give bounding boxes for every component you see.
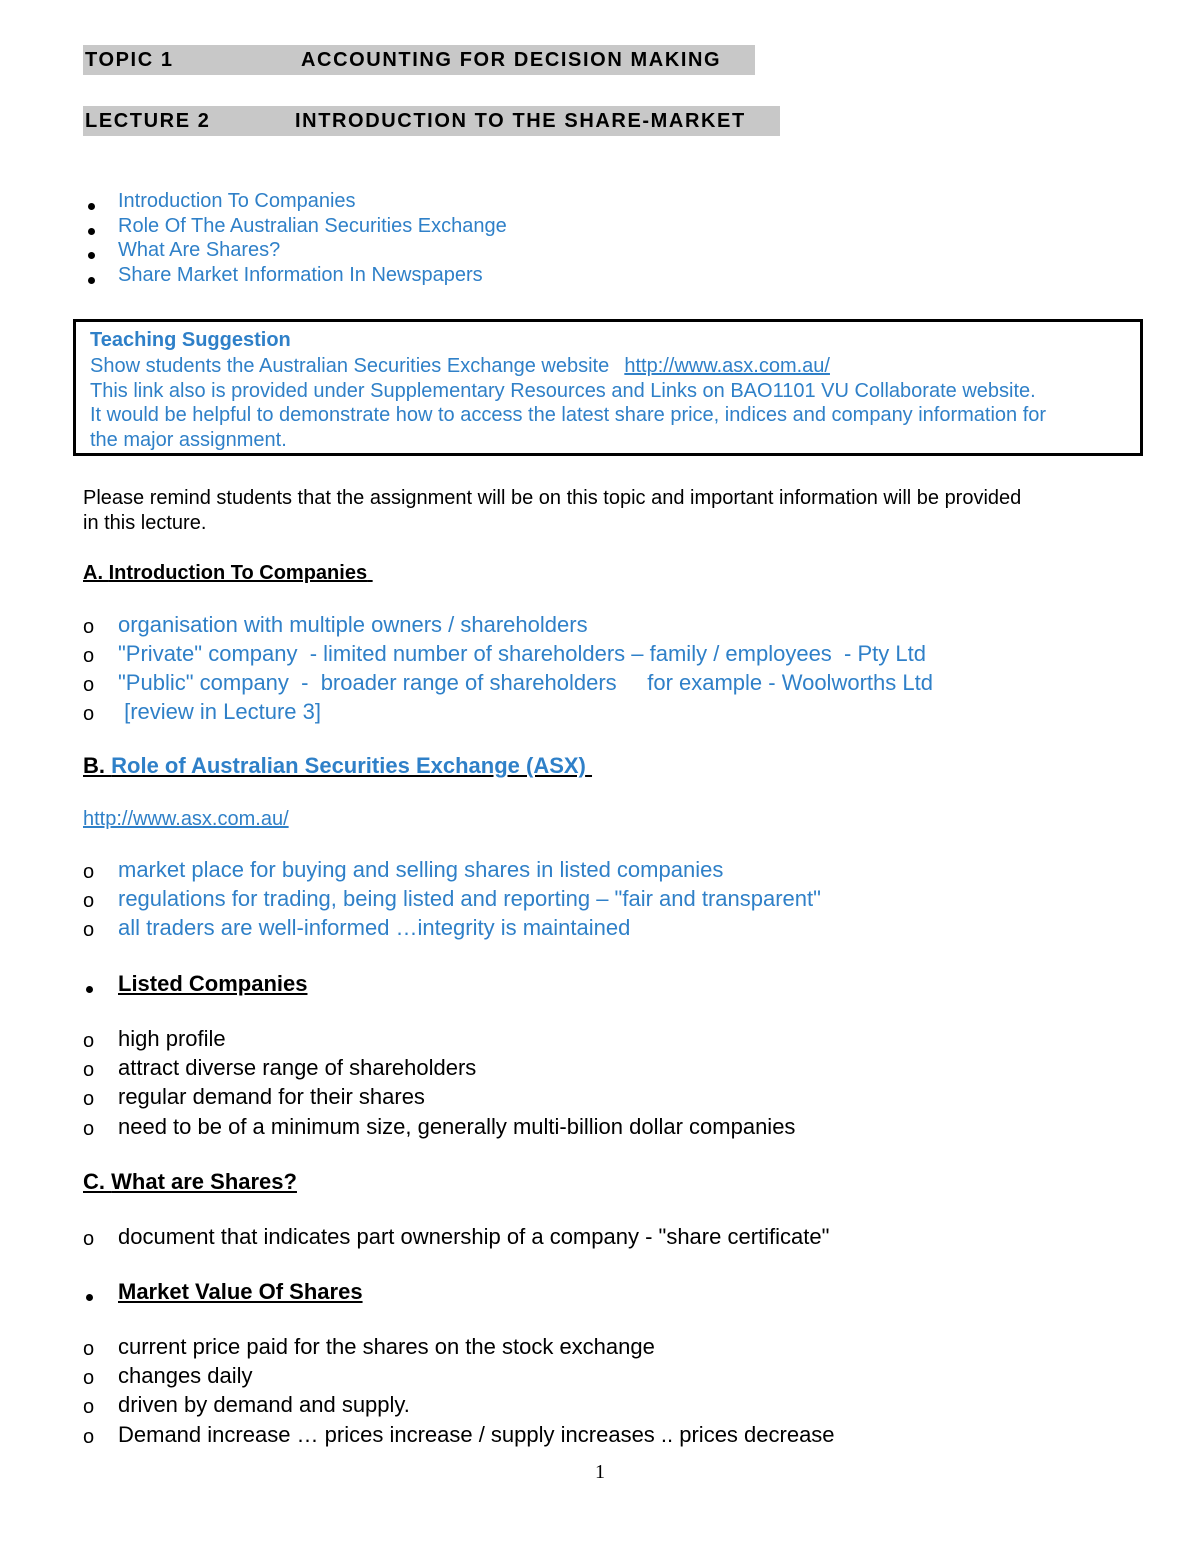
page-number: 1 [595,1461,605,1483]
list-item: need to be of a minimum size, generally multi-billion dollar companies [118,1114,796,1139]
asx-url-link[interactable]: http://www.asx.com.au/ [83,808,289,830]
section-c-title: What are Shares? [111,1169,297,1194]
section-c-letter: C. [83,1169,105,1194]
o-bullet-icon: o [83,1118,95,1140]
topic-title: ACCOUNTING FOR DECISION MAKING [301,49,722,71]
o-bullet-icon: o [83,703,95,725]
list-item: regulations for trading, being listed and reporting – "fair and transparent" [118,886,821,911]
topic-header [83,45,755,75]
section-c-heading [83,1167,297,1196]
list-item: document that indicates part ownership of a company - "share certificate" [118,1224,830,1249]
list-item: driven by demand and supply. [118,1392,410,1417]
teaching-box-line1-text: Show students the Australian Securities Exchange website [90,355,610,377]
o-bullet-icon: o [83,890,95,912]
market-value-heading: Market Value Of Shares [118,1279,363,1304]
list-item: market place for buying and selling shares in listed companies [118,857,724,882]
teaching-box-line3: It would be helpful to demonstrate how to access the latest share price, indices and company information for [90,404,1047,426]
list-item: high profile [118,1026,226,1051]
list-item: regular demand for their shares [118,1084,425,1109]
list-item: current price paid for the shares on the stock exchange [118,1334,655,1359]
outline-bullet-icon [88,271,95,289]
outline-bullet-icon [88,222,95,240]
list-item: "Public" company - broader range of shareholders for example - Woolworths Ltd [118,670,933,695]
market-value-bullet-icon [86,1288,93,1306]
o-bullet-icon: o [83,1059,95,1081]
o-bullet-icon: o [83,1338,95,1360]
section-a-heading [83,561,373,585]
list-item: changes daily [118,1363,253,1388]
asx-link[interactable]: http://www.asx.com.au/ [624,355,830,377]
list-item: [review in Lecture 3] [118,699,321,724]
outline-item: Introduction To Companies [118,190,356,212]
list-item: all traders are well-informed …integrity is maintained [118,915,631,940]
outline-bullet-icon [88,197,95,215]
o-bullet-icon: o [83,645,95,667]
o-bullet-icon: o [83,1426,95,1448]
o-bullet-icon: o [83,1228,95,1250]
list-item: organisation with multiple owners / shareholders [118,612,588,637]
reminder-line2: in this lecture. [83,512,207,534]
listed-companies-heading: Listed Companies [118,971,308,996]
lecture-header [83,106,780,136]
teaching-box-title: Teaching Suggestion [90,329,291,351]
section-b-heading [83,751,592,780]
list-item: "Private" company - limited number of shareholders – family / employees - Pty Ltd [118,641,926,666]
lecture-title: INTRODUCTION TO THE SHARE-MARKET [295,110,746,132]
o-bullet-icon: o [83,1367,95,1389]
section-a-title: Introduction To Companies [108,562,368,584]
teaching-box-line4: the major assignment. [90,429,287,451]
list-item: Demand increase … prices increase / supply increases .. prices decrease [118,1422,835,1447]
listed-bullet-icon [86,980,93,998]
o-bullet-icon: o [83,674,95,696]
reminder-line1: Please remind students that the assignment will be on this topic and important information will be provided [83,487,1022,509]
outline-item: Share Market Information In Newspapers [118,264,483,286]
topic-label: TOPIC 1 [85,49,174,71]
outline-bullet-icon [88,246,95,264]
outline-item: What Are Shares? [118,239,281,261]
section-b-title: Role of Australian Securities Exchange (ASX) [111,753,586,778]
o-bullet-icon: o [83,616,95,638]
teaching-box-line1 [90,354,830,378]
o-bullet-icon: o [83,1030,95,1052]
section-a-letter: A. [83,562,103,584]
o-bullet-icon: o [83,1396,95,1418]
o-bullet-icon: o [83,919,95,941]
section-b-letter: B. [83,753,105,778]
list-item: attract diverse range of shareholders [118,1055,477,1080]
o-bullet-icon: o [83,1088,95,1110]
o-bullet-icon: o [83,861,95,883]
outline-item: Role Of The Australian Securities Exchange [118,215,507,237]
lecture-label: LECTURE 2 [85,110,211,132]
teaching-box-line2: This link also is provided under Supplementary Resources and Links on BAO1101 VU Collaborate website. [90,380,1036,402]
